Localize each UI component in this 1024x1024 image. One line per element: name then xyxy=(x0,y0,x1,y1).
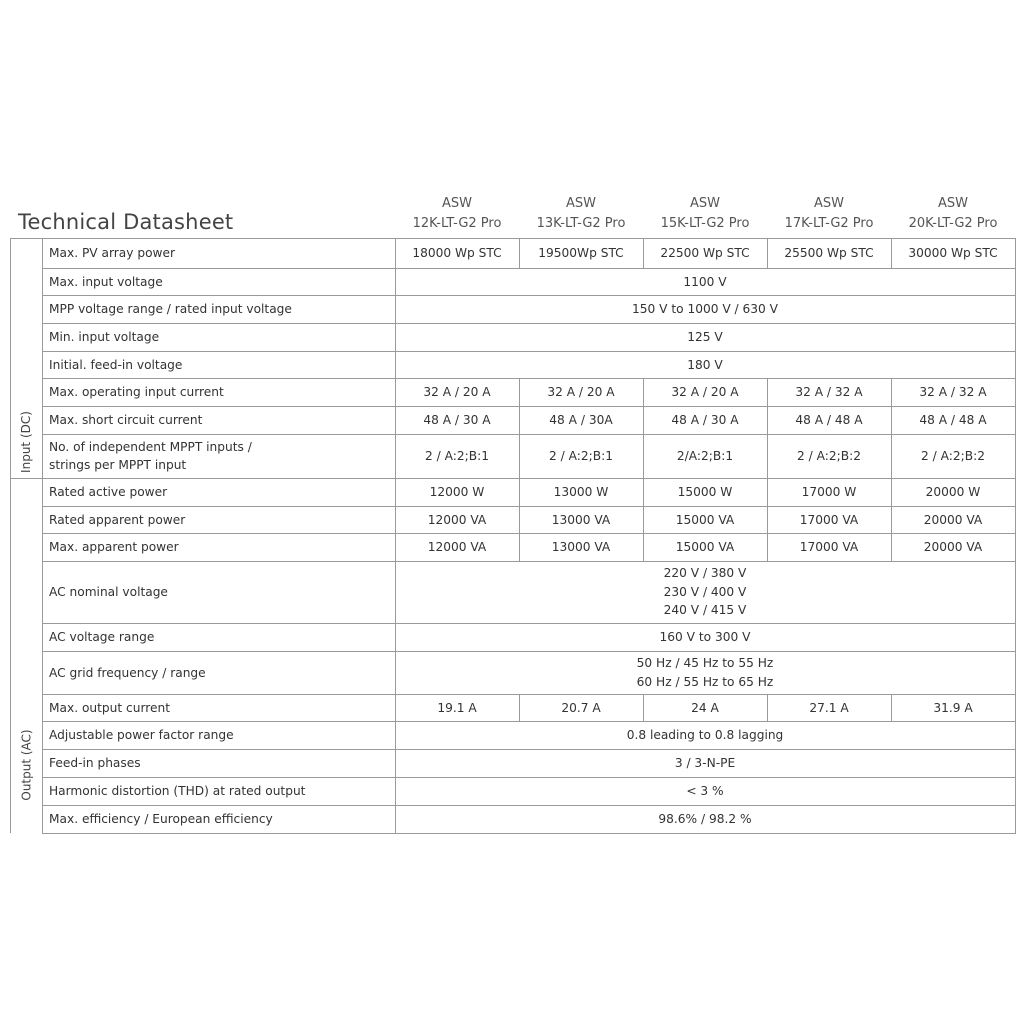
column-divider xyxy=(891,378,892,406)
row-label: Feed-in phases xyxy=(49,756,141,770)
value-cell: 20000 VA xyxy=(923,512,983,527)
merged-value-cell: 0.8 leading to 0.8 lagging xyxy=(626,728,784,742)
value-cell: 30000 Wp STC xyxy=(908,246,998,260)
column-divider xyxy=(767,406,768,434)
model-column-header xyxy=(395,194,519,234)
column-divider xyxy=(767,694,768,721)
value-cell: 48 A / 30A xyxy=(549,413,613,427)
value-line: 60 Hz / 55 Hz to 65 Hz xyxy=(636,674,774,689)
value-cell: 32 A / 32 A xyxy=(795,385,863,399)
model-prefix: ASW xyxy=(938,196,968,211)
column-divider xyxy=(891,434,892,478)
section-label-input: Input (DC) xyxy=(18,411,33,473)
row-divider xyxy=(42,833,1016,834)
merged-value-cell: 160 V to 300 V xyxy=(659,630,751,644)
value-cell: 2/A:2;B:1 xyxy=(676,449,734,463)
value-cell: 2 / A:2;B:2 xyxy=(921,449,985,463)
value-cell: 15000 VA xyxy=(675,512,735,527)
row-label xyxy=(49,434,252,478)
value-cell: 48 A / 48 A xyxy=(919,413,987,427)
column-divider xyxy=(643,238,644,268)
row-divider xyxy=(10,478,42,479)
row-label: Max. apparent power xyxy=(49,540,179,554)
value-cell: 31.9 A xyxy=(933,700,973,715)
model-name: 15K-LT-G2 Pro xyxy=(660,216,750,231)
row-label: Min. input voltage xyxy=(49,330,160,344)
column-divider xyxy=(891,238,892,268)
row-label: Initial. feed-in voltage xyxy=(49,357,183,372)
column-divider xyxy=(519,238,520,268)
column-divider xyxy=(643,694,644,721)
model-name: 12K-LT-G2 Pro xyxy=(412,216,502,231)
column-divider xyxy=(891,506,892,533)
model-column-header xyxy=(767,194,891,234)
column-divider xyxy=(519,694,520,721)
row-label: Rated apparent power xyxy=(49,512,186,527)
value-cell: 2 / A:2;B:1 xyxy=(549,449,613,463)
model-name: 20K-LT-G2 Pro xyxy=(908,216,998,231)
value-cell: 32 A / 20 A xyxy=(671,385,739,399)
column-divider xyxy=(767,478,768,506)
value-cell: 12000 VA xyxy=(427,512,487,527)
value-cell: 12000 VA xyxy=(427,540,487,554)
row-label-line: No. of independent MPPT inputs / xyxy=(49,440,252,454)
column-divider xyxy=(643,533,644,561)
merged-value-cell: 180 V xyxy=(687,357,723,372)
value-cell: 2 / A:2;B:2 xyxy=(797,449,861,463)
merged-value-cell: 98.6% / 98.2 % xyxy=(658,812,752,826)
value-cell: 19500Wp STC xyxy=(538,246,624,260)
column-divider xyxy=(767,533,768,561)
merged-value-cell: < 3 % xyxy=(686,784,724,798)
value-cell: 20.7 A xyxy=(561,700,601,715)
value-cell: 12000 W xyxy=(429,485,485,499)
column-divider xyxy=(519,434,520,478)
column-divider xyxy=(519,533,520,561)
value-cell: 2 / A:2;B:1 xyxy=(425,449,489,463)
column-divider xyxy=(643,506,644,533)
value-cell: 32 A / 20 A xyxy=(547,385,615,399)
merged-value-cell: 125 V xyxy=(687,330,723,344)
merged-value-cell: 1100 V xyxy=(683,274,727,289)
value-cell: 20000 W xyxy=(925,485,981,499)
row-label: Max. short circuit current xyxy=(49,413,203,427)
model-column-header xyxy=(891,194,1015,234)
column-divider xyxy=(42,238,43,833)
model-prefix: ASW xyxy=(814,196,844,211)
column-divider xyxy=(10,238,11,833)
row-label: Max. output current xyxy=(49,700,170,715)
section-label-output: Output (AC) xyxy=(19,729,34,801)
merged-value-cell xyxy=(395,561,1015,623)
column-divider xyxy=(519,378,520,406)
row-label: Max. efficiency / European efficiency xyxy=(49,812,273,826)
merged-value-cell xyxy=(395,651,1015,694)
value-cell: 32 A / 20 A xyxy=(423,385,491,399)
column-divider xyxy=(767,434,768,478)
value-line: 220 V / 380 V xyxy=(663,566,747,581)
model-column-header xyxy=(643,194,767,234)
value-cell: 19.1 A xyxy=(437,700,477,715)
model-prefix: ASW xyxy=(566,196,596,211)
row-label: Max. input voltage xyxy=(49,274,163,289)
column-divider xyxy=(1015,238,1016,833)
value-line: 50 Hz / 45 Hz to 55 Hz xyxy=(636,656,774,670)
column-divider xyxy=(643,406,644,434)
column-divider xyxy=(891,533,892,561)
value-cell: 25500 Wp STC xyxy=(784,246,874,260)
column-divider xyxy=(891,478,892,506)
value-line: 240 V / 415 V xyxy=(663,603,747,618)
value-cell: 24 A xyxy=(691,700,719,715)
value-cell: 48 A / 30 A xyxy=(671,413,739,427)
row-label: Harmonic distortion (THD) at rated output xyxy=(49,784,306,798)
merged-value-cell: 150 V to 1000 V / 630 V xyxy=(631,302,778,316)
column-divider xyxy=(643,478,644,506)
model-prefix: ASW xyxy=(442,196,472,211)
column-divider xyxy=(519,406,520,434)
column-divider xyxy=(643,434,644,478)
column-divider xyxy=(519,478,520,506)
value-cell: 13000 VA xyxy=(551,540,611,554)
value-line: 230 V / 400 V xyxy=(663,584,747,599)
row-label: Rated active power xyxy=(49,485,168,499)
value-cell: 48 A / 30 A xyxy=(423,413,491,427)
value-cell: 13000 W xyxy=(553,485,609,499)
column-divider xyxy=(643,378,644,406)
row-label: AC nominal voltage xyxy=(49,585,168,599)
row-label: Max. operating input current xyxy=(49,385,224,399)
value-cell: 27.1 A xyxy=(809,700,849,715)
column-divider xyxy=(891,406,892,434)
value-cell: 15000 W xyxy=(677,485,733,499)
column-divider xyxy=(519,506,520,533)
value-cell: 32 A / 32 A xyxy=(919,385,987,399)
row-label: MPP voltage range / rated input voltage xyxy=(49,302,292,316)
column-divider xyxy=(767,238,768,268)
row-label: AC grid frequency / range xyxy=(49,665,206,680)
value-cell: 17000 VA xyxy=(799,512,859,527)
value-cell: 18000 Wp STC xyxy=(412,246,502,260)
column-divider xyxy=(767,378,768,406)
model-name: 13K-LT-G2 Pro xyxy=(536,216,626,231)
value-cell: 22500 Wp STC xyxy=(660,246,750,260)
value-cell: 20000 VA xyxy=(923,540,983,554)
value-cell: 48 A / 48 A xyxy=(795,413,863,427)
column-divider xyxy=(891,694,892,721)
merged-value-cell: 3 / 3-N-PE xyxy=(674,756,736,770)
column-divider xyxy=(767,506,768,533)
row-label-line: strings per MPPT input xyxy=(49,458,187,472)
page-title: Technical Datasheet xyxy=(18,210,234,234)
model-name: 17K-LT-G2 Pro xyxy=(784,216,874,231)
value-cell: 17000 W xyxy=(801,485,857,499)
value-cell: 17000 VA xyxy=(799,540,859,554)
value-cell: 15000 VA xyxy=(675,540,735,554)
model-column-header xyxy=(519,194,643,234)
model-prefix: ASW xyxy=(690,196,720,211)
row-label: Adjustable power factor range xyxy=(49,728,234,742)
value-cell: 13000 VA xyxy=(551,512,611,527)
row-label: AC voltage range xyxy=(49,630,155,644)
row-label: Max. PV array power xyxy=(49,246,176,260)
